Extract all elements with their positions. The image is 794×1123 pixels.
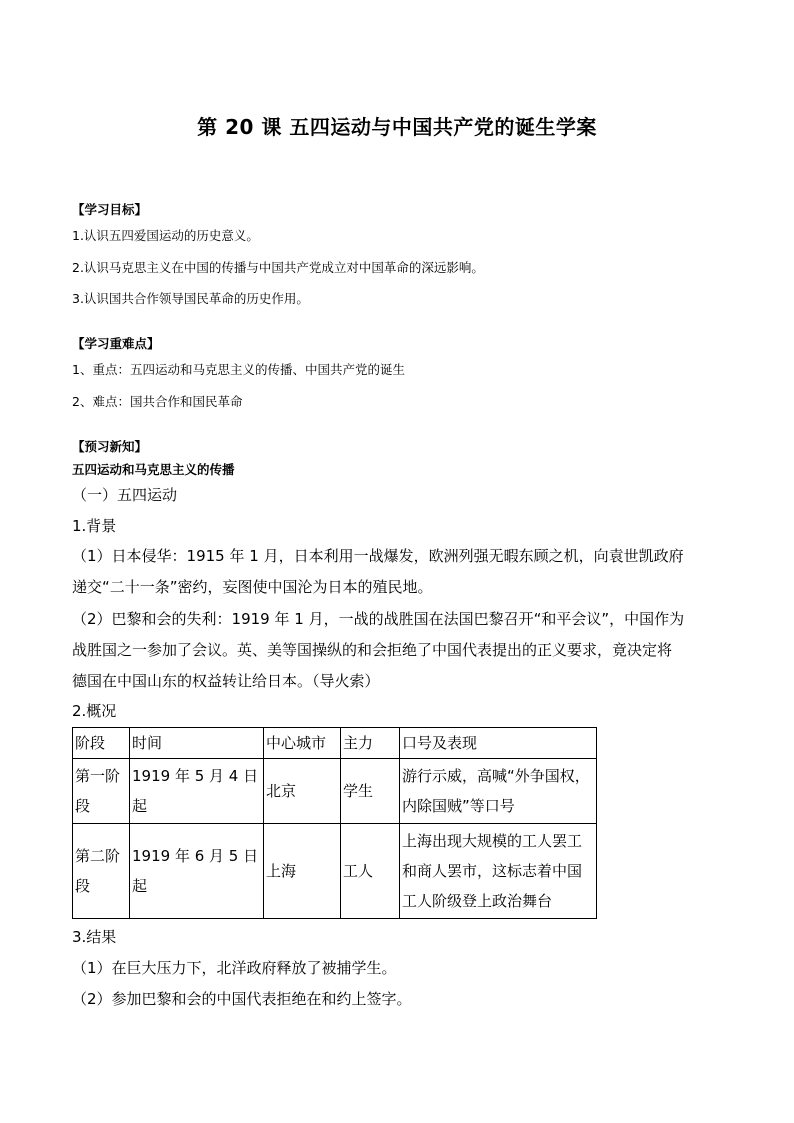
time-cell: 1919 年 5 月 4 日起 [130, 759, 264, 824]
key-points-header: 【学习重难点】 [72, 336, 160, 351]
description-cell: 游行示威，高喊“外争国权，内除国贼”等口号 [400, 759, 597, 824]
force-cell: 学生 [341, 759, 400, 824]
key-point-item: 1、重点：五四运动和马克思主义的传播、中国共产党的诞生 [72, 362, 405, 377]
objective-item: 1.认识五四爱国运动的历史意义。 [72, 228, 259, 243]
table-header-cell: 阶段 [73, 728, 130, 759]
page-title: 第 20 课 五四运动与中国共产党的诞生学案 [197, 115, 597, 139]
result-title: 3.结果 [72, 928, 117, 946]
background-title: 1.背景 [72, 517, 117, 535]
background-paragraph-line: （1）日本侵华：1915 年 1 月，日本利用一战爆发，欧洲列强无暇东顾之机，向袁世凯政府 [72, 547, 684, 565]
stage-cell: 第二阶段 [73, 824, 130, 919]
background-paragraph-line: 递交“二十一条”密约，妄图使中国沦为日本的殖民地。 [72, 578, 433, 596]
city-cell: 北京 [264, 759, 341, 824]
table-row [73, 824, 597, 919]
objective-item: 3.认识国共合作领导国民革命的历史作用。 [72, 291, 309, 306]
background-paragraph-line: 德国在中国山东的权益转让给日本。（导火索） [72, 672, 380, 690]
table-header-cell: 口号及表现 [400, 728, 597, 759]
time-cell: 1919 年 6 月 5 日起 [130, 824, 264, 919]
stage-cell: 第一阶段 [73, 759, 130, 824]
overview-title: 2.概况 [72, 702, 117, 720]
preview-topic: 五四运动和马克思主义的传播 [72, 462, 235, 477]
table-header-row [73, 728, 597, 759]
table-header-cell: 中心城市 [264, 728, 341, 759]
background-paragraph-line: 战胜国之一参加了会议。英、美等国操纵的和会拒绝了中国代表提出的正义要求，竟决定将 [72, 641, 673, 659]
table-row [73, 759, 597, 824]
movement-overview-table [72, 727, 597, 919]
table-header-cell: 主力 [341, 728, 400, 759]
objectives-header: 【学习目标】 [72, 202, 148, 217]
section-title: （一）五四运动 [72, 486, 178, 504]
city-cell: 上海 [264, 824, 341, 919]
background-paragraph-line: （2）巴黎和会的失利：1919 年 1 月，一战的战胜国在法国巴黎召开“和平会议”，中国作为 [72, 610, 685, 628]
key-point-item: 2、难点：国共合作和国民革命 [72, 394, 243, 409]
result-item: （2）参加巴黎和会的中国代表拒绝在和约上签字。 [72, 990, 412, 1008]
preview-header: 【预习新知】 [72, 439, 148, 454]
result-item: （1）在巨大压力下，北洋政府释放了被捕学生。 [72, 959, 397, 977]
objective-item: 2.认识马克思主义在中国的传播与中国共产党成立对中国革命的深远影响。 [72, 260, 484, 275]
force-cell: 工人 [341, 824, 400, 919]
table-header-cell: 时间 [130, 728, 264, 759]
description-cell: 上海出现大规模的工人罢工和商人罢市，这标志着中国工人阶级登上政治舞台 [400, 824, 597, 919]
